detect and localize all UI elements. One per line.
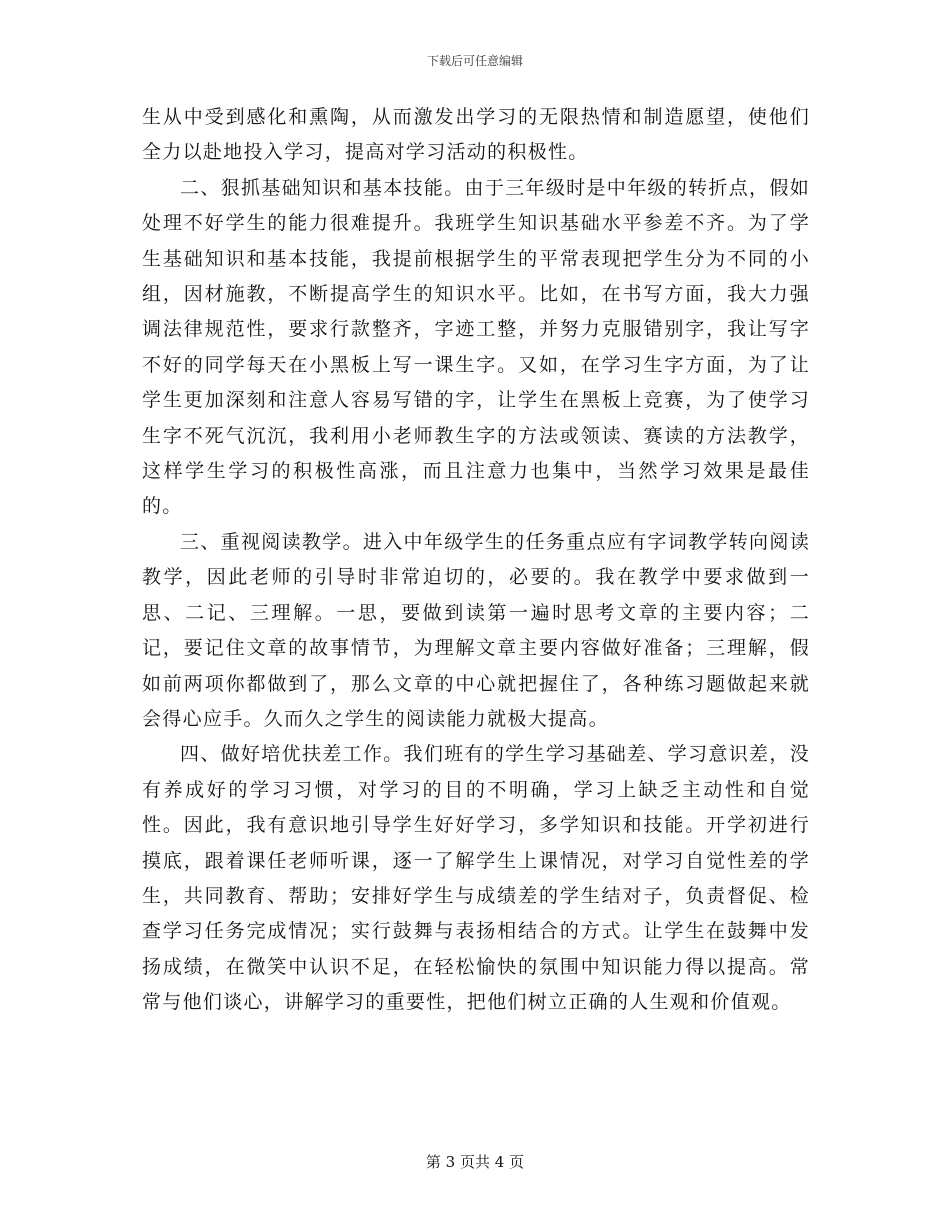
page-number-footer: 第 3 页共 4 页 [425,1153,525,1171]
paragraph-continued: 生从中受到感化和熏陶，从而激发出学习的无限热情和制造愿望，使他们全力以赴地投入学习，提高对学习活动的积极性。 [142,106,810,164]
paragraph-tutoring-work: 四、做好培优扶差工作。我们班有的学生学习基础差、学习意识差，没有养成好的学习习惯，对学习的目的不明确，学习上缺乏主动性和自觉性。因此，我有意识地引导学生好好学习，多学知识和技能。开学初进行摸底，跟着课任老师听课，逐一了解学生上课情况，对学习自觉性差的学生，共同教育、帮助；安排好学生与成绩差的学生结对子，负责督促、检查学习任务完成情况；实行鼓舞与表扬相结合的方式。让学生在鼓舞中发扬成绩，在微笑中认识不足，在轻松愉快的氛围中知识能力得以提高。常常与他们谈心，讲解学习的重要性，把他们树立正确的人生观和价值观。 [142,743,810,1014]
paragraph-basic-skills: 二、狠抓基础知识和基本技能。由于三年级时是中年级的转折点，假如处理不好学生的能力很难提升。我班学生知识基础水平参差不齐。为了学生基础知识和基本技能，我提前根据学生的平常表现把学生分为不同的小组，因材施教，不断提高学生的知识水平。比如，在书写方面，我大力强调法律规范性，要求行款整齐，字迹工整，并努力克服错别字，我让写字不好的同学每天在小黑板上写一课生字。又如，在学习生字方面，为了让学生更加深刻和注意人容易写错的字，让学生在黑板上竞赛，为了使学习生字不死气沉沉，我利用小老师教生字的方法或领读、赛读的方法教学，这样学生学习的积极性高涨，而且注意力也集中，当然学习效果是最佳的。 [142,176,810,518]
document-body [142,100,810,1021]
page-header-note: 下载后可任意编辑 [426,54,523,68]
paragraph-reading-teaching: 三、重视阅读教学。进入中年级学生的任务重点应有字词教学转向阅读教学，因此老师的引导时非常迫切的，必要的。我在教学中要求做到一思、二记、三理解。一思，要做到读第一遍时思考文章的主要内容；二记，要记住文章的故事情节，为理解文章主要内容做好准备；三理解，假如前两项你都做到了，那么文章的中心就把握住了，各种练习题做起来就会得心应手。久而久之学生的阅读能力就极大提高。 [142,530,810,730]
